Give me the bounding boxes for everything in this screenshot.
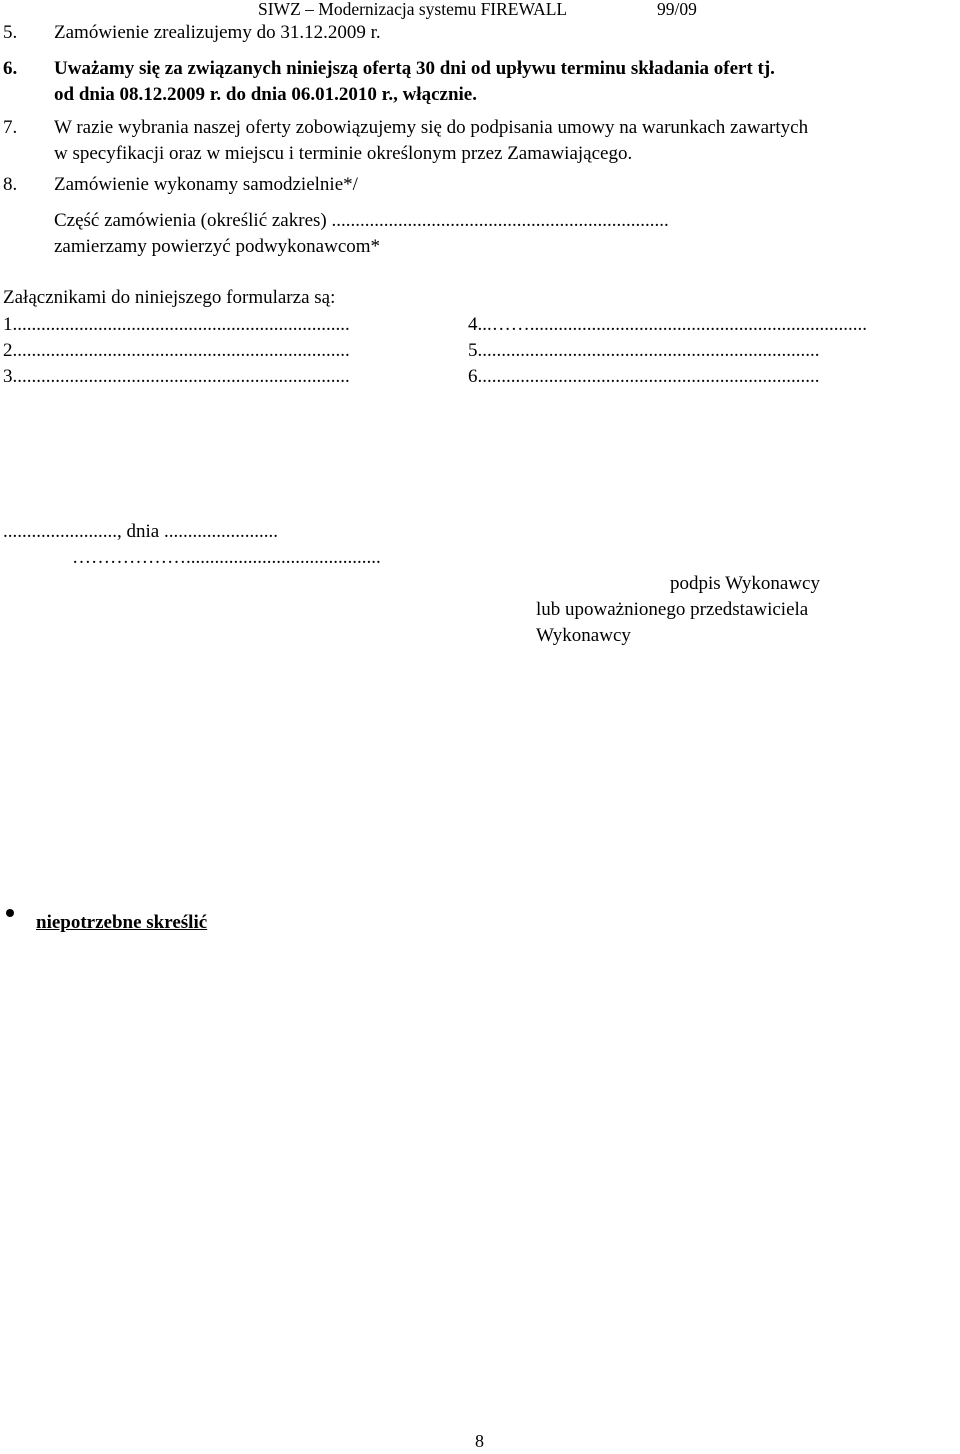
item-6 [0,56,960,108]
signature-caption-1: podpis Wykonawcy [670,573,820,594]
header-code: 99/09 [657,0,697,19]
item-number: 6. [3,58,18,79]
item-5 [0,20,960,46]
attachments-list [0,312,960,392]
attachments-heading: Załącznikami do niniejszego formularza są: [3,287,336,308]
item-text-line-1: Zamówienie wykonamy samodzielnie*/ [54,174,358,195]
signature-caption-2: lub upoważnionego przedstawiciela [536,599,809,620]
signature-caption-3: Wykonawcy [536,625,631,646]
attachment-5: 5........................................................................ [468,340,820,361]
signature-line: ………………......................................... [72,547,381,568]
attachment-1: 1....................................................................... [3,314,350,335]
header-title: SIWZ – Modernizacja systemu FIREWALL [258,0,568,19]
attachment-6: 6........................................................................ [468,366,820,387]
item-text-line-1: W razie wybrania naszej oferty zobowiązujemy się do podpisania umowy na warunkach zawartych [54,117,809,138]
item-number: 7. [3,117,18,138]
item-number: 8. [3,174,18,195]
attachment-4: 4...……....................................................................... [468,314,867,335]
item-7 [0,115,960,167]
item-number: 5. [3,22,18,43]
item-8 [0,172,960,262]
page-number: 8 [475,1431,484,1451]
attachment-2: 2....................................................................... [3,340,350,361]
attachment-3: 3....................................................................... [3,366,350,387]
date-line: ........................, dnia ........................ [3,521,278,542]
bullet-icon [6,909,14,917]
item-text-line-1: Uważamy się za związanych niniejszą ofertą 30 dni od upływu terminu składania ofert tj. [54,58,775,79]
item-text-line-2: Część zamówienia (określić zakres) ....................................................................... [54,210,669,231]
item-text-line-2: w specyfikacji oraz w miejscu i terminie określonym przez Zamawiającego. [54,143,633,164]
page-header [258,0,697,22]
footnote: niepotrzebne skreślić [36,912,208,933]
item-text-line-3: zamierzamy powierzyć podwykonawcom* [54,236,381,257]
item-text: Zamówienie zrealizujemy do 31.12.2009 r. [54,22,381,43]
item-text-line-2: od dnia 08.12.2009 r. do dnia 06.01.2010 r., włącznie. [54,84,477,105]
